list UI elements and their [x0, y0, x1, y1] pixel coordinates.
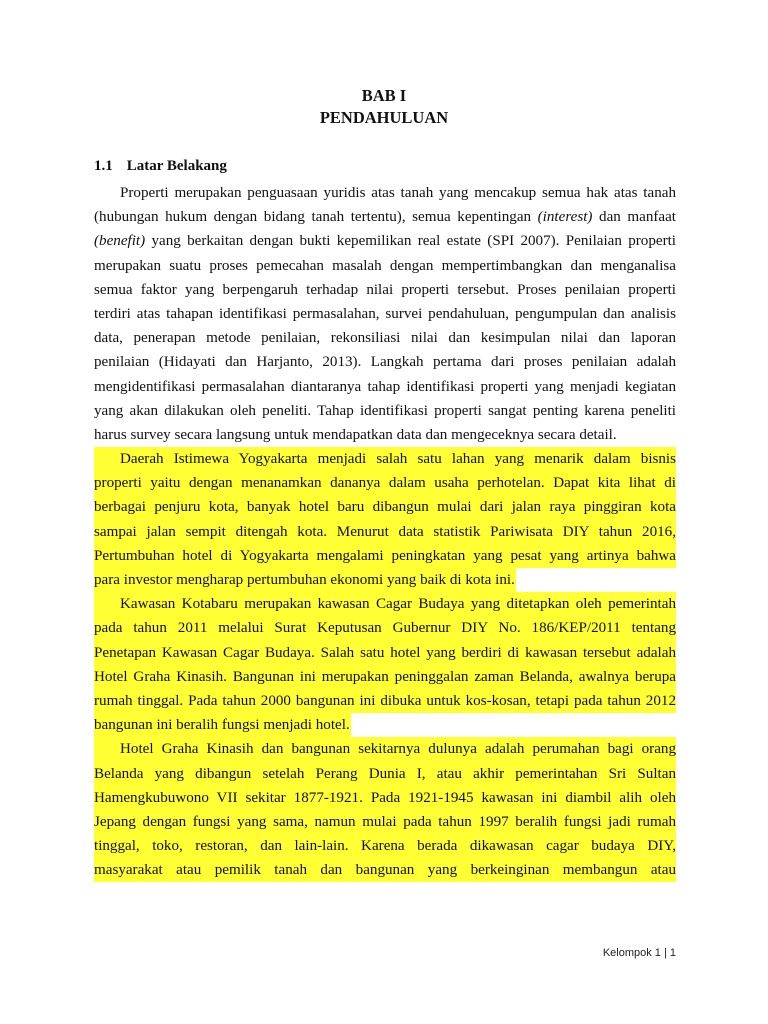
- highlighted-line: para investor mengharap pertumbuhan ekonomi yang baik di kota ini.: [94, 568, 516, 592]
- paragraph-3-highlighted: [94, 592, 676, 737]
- highlighted-line: Hotel Graha Kinasih dan bangunan sekitarnya dulunya adalah perumahan bagi orang: [94, 737, 676, 761]
- highlighted-line: pada tahun 2011 melalui Surat Keputusan Gubernur DIY No. 186/KEP/2011 tentang: [94, 616, 676, 640]
- paragraph-line: penilaian (Hidayati dan Harjanto, 2013). Langkah pertama dari proses penilaian adalah: [94, 354, 676, 371]
- highlighted-line: Jepang dengan fungsi yang sama, namun mulai pada tahun 1997 beralih fungsi jadi rumah: [94, 810, 676, 834]
- highlighted-line: Pertumbuhan hotel di Yogyakarta mengalami peningkatan yang pesat yang artinya bahwa: [94, 544, 676, 568]
- highlighted-line: Belanda yang dibangun setelah Perang Dunia I, atau akhir pemerintahan Sri Sultan: [94, 762, 676, 786]
- italic-term: (interest): [537, 209, 593, 226]
- highlighted-line: tinggal, toko, restoran, dan lain-lain. Karena berada dikawasan cagar budaya DIY,: [94, 834, 676, 858]
- highlighted-line: rumah tinggal. Pada tahun 2000 bangunan ini dibuka untuk kos-kosan, tetapi pada tahun 2012: [94, 689, 676, 713]
- paragraph-4-highlighted: [94, 737, 676, 882]
- highlighted-line: properti yaitu dengan menanamkan dananya dalam usaha perhotelan. Dapat kita lihat di: [94, 471, 676, 495]
- paragraph-line: yang akan dilakukan oleh peneliti. Tahap identifikasi properti sangat penting karena peneliti: [94, 402, 676, 419]
- highlighted-line: Daerah Istimewa Yogyakarta menjadi salah satu lahan yang menarik dalam bisnis: [94, 447, 676, 471]
- section-heading: [94, 158, 227, 175]
- highlighted-line: Penetapan Kawasan Cagar Budaya. Salah satu hotel yang berdiri di kawasan tersebut adalah: [94, 641, 676, 665]
- paragraph-line: semua faktor yang berpengaruh terhadap nilai properti tersebut. Proses penilaian properti: [94, 281, 676, 298]
- text-run: (hubungan hukum dengan bidang tanah tertentu), semua kepentingan: [94, 209, 532, 226]
- paragraph-line: [94, 229, 676, 253]
- section-title: Latar Belakang: [126, 158, 227, 174]
- page-footer: Kelompok 1 | 1: [602, 947, 676, 959]
- highlighted-line: masyarakat atau pemilik tanah dan bangunan yang berkeinginan membangun atau: [94, 858, 676, 882]
- highlighted-line: Hotel Graha Kinasih. Bangunan ini merupakan peninggalan zaman Belanda, awalnya berupa: [94, 665, 676, 689]
- highlighted-line: bangunan ini beralih fungsi menjadi hotel.: [94, 713, 351, 737]
- line-wrap: [94, 568, 676, 592]
- chapter-label: BAB I: [361, 86, 407, 105]
- paragraph-line: harus survey secara langsung untuk mendapatkan data dan mengeceknya secara detail.: [94, 426, 617, 443]
- text-run: yang berkaitan dengan bukti kepemilikan real estate (SPI 2007). Penilaian properti: [151, 233, 676, 250]
- italic-term: (benefit): [94, 233, 146, 250]
- line-wrap: [94, 713, 676, 737]
- body-text: [94, 181, 676, 882]
- highlighted-line: Hamengkubuwono VII sekitar 1877-1921. Pada 1921-1945 kawasan ini diambil alih oleh: [94, 786, 676, 810]
- chapter-title: PENDAHULUAN: [319, 108, 449, 127]
- text-run: dan manfaat: [599, 209, 676, 226]
- highlighted-line: sampai jalan sempit ditengah kota. Menurut data statistik Pariwisata DIY tahun 2016,: [94, 520, 676, 544]
- highlighted-line: Kawasan Kotabaru merupakan kawasan Cagar Budaya yang ditetapkan oleh pemerintah: [94, 592, 676, 616]
- paragraph-line: terdiri atas tahapan identifikasi permasalahan, survei pendahuluan, pengumpulan dan analisis: [94, 305, 676, 322]
- paragraph-line: mengidentifikasi permasalahan diantaranya tahap identifikasi properti yang menjadi kegiatan: [94, 378, 676, 395]
- paragraph-line: [94, 205, 676, 229]
- paragraph-line: data, penerapan metode penilaian, rekonsiliasi nilai dan kesimpulan nilai dan laporan: [94, 330, 676, 347]
- paragraph-1: [94, 181, 676, 447]
- paragraph-line: Properti merupakan penguasaan yuridis atas tanah yang mencakup semua hak atas tanah: [120, 185, 676, 201]
- paragraph-line: merupakan suatu proses pemecahan masalah dengan mempertimbangkan dan menganalisa: [94, 257, 676, 274]
- highlighted-line: berbagai penjuru kota, banyak hotel baru dibangun mulai dari jalan raya pinggiran kota: [94, 495, 676, 519]
- section-number: 1.1: [94, 158, 113, 174]
- paragraph-2-highlighted: [94, 447, 676, 592]
